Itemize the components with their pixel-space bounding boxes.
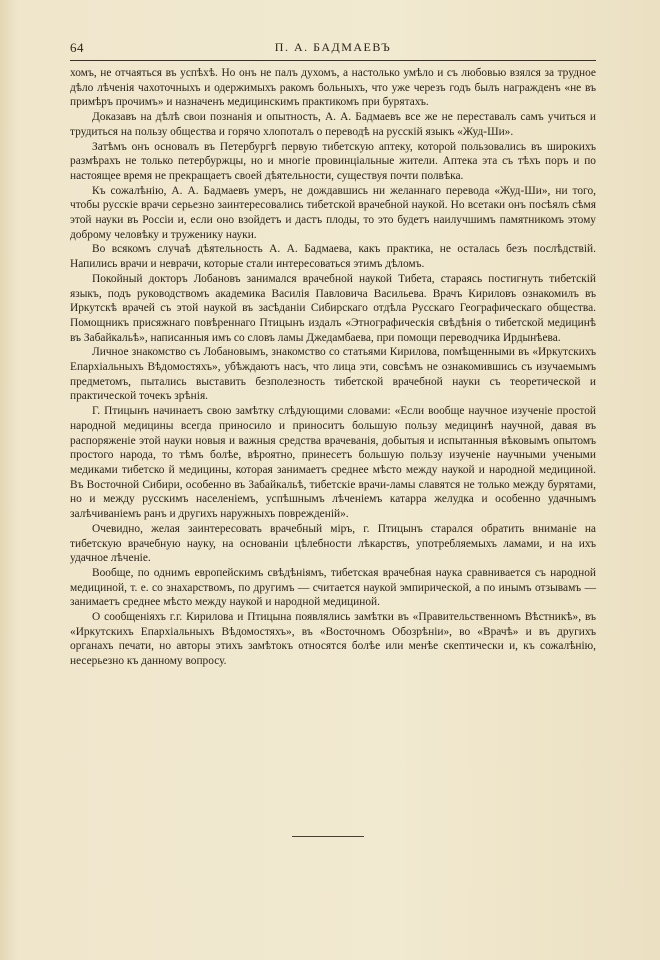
paragraph: Очевидно, желая заинтересовать врачебный міръ, г. Птицынъ старался обратить вниманіе на тибетскую врачебную науку, на основаніи цѣлебности лѣкарствъ, употребляемыхъ ламами, и на ихъ удачное лѣченіе. (70, 522, 596, 565)
paragraph: Во всякомъ случаѣ дѣятельность А. А. Бадмаева, какъ практика, не осталась безъ послѣдствій. Напились врачи и неврачи, которые стали интересоваться этимъ дѣломъ. (70, 243, 596, 271)
paragraph: Доказавъ на дѣлѣ свои познанія и опытность, А. А. Бадмаевъ все же не переставалъ самъ учиться и трудиться на пользу общества и горячо хлопоталъ о переводѣ на русскій языкъ «Жуд-Ши». (70, 111, 596, 138)
paragraph: О сообщеніяхъ г.г. Кирилова и Птицына появлялись замѣтки въ «Правительственномъ Вѣстникѣ», въ «Иркутскихъ Епархіальныхъ Вѣдомостяхъ», въ «Восточномъ Обозрѣніи», во «Врачѣ» и въ другихъ органахъ печати, но авторы этихъ замѣтокъ относятся болѣе или менѣе скептически и, къ сожалѣнію, несерьезно къ данному вопросу. (70, 611, 596, 668)
paragraph: Затѣмъ онъ основалъ въ Петербургѣ первую тибетскую аптеку, которой пользовались въ широкихъ размѣрахъ не только петербуржцы, но и многіе провинціальные жители. Аптека эта съ тѣхъ поръ и по настоящее время не прекращаетъ своей дѣятельности, существуя почти полвѣка. (70, 140, 596, 182)
paragraph: Г. Птицынъ начинаетъ свою замѣтку слѣдующими словами: «Если вообще научное изученіе простой народной медицины всегда приносило и приноситъ большую пользу медицинѣ научной, давая въ распоряженіе этой науки новыя и важныя средства врачеванія, добытыя и испытанныя вѣковымъ опытомъ простого народа, то тѣмъ болѣе, вѣроятно, принесетъ большую пользу изученіе научными учеными медиками тибетско й медицины, которая занимаетъ среднее мѣсто между наукой и народной медициной. Въ Восточной Сибири, особенно въ Забайкальѣ, тибетскіе врачи-ламы славятся не только между бурятами, но и между русскимъ населеніемъ, успѣшнымъ лѣченіемъ катарра желудка и особенно удачнымъ залѣчиваніемъ ранъ и другихъ наружныхъ поврежденій». (70, 405, 596, 521)
body-text (70, 66, 596, 669)
running-title: П. А. БАДМАЕВЪ (274, 40, 392, 54)
paragraph: Вообще, по однимъ европейскимъ свѣдѣніямъ, тибетская врачебная наука сравнивается съ народной медициной, т. е. со знахарствомъ, по другимъ — считается наукой эмпирической, а по инымъ отзывамъ — занимаетъ среднее мѣсто между наукой и народной медициной. (70, 566, 596, 609)
paragraph: Личное знакомство съ Лобановымъ, знакомство со статьями Кирилова, помѣщенными въ «Иркутскихъ Епархіальныхъ Вѣдомостяхъ», убѣждаютъ насъ, что лица эти, совсѣмъ не ознакомившись съ изучаемымъ предметомъ, пытались выставить безполезность тибетской врачебной науки съ теоретической и практической точекъ зрѣнія. (70, 346, 596, 403)
paragraph: Къ сожалѣнію, А. А. Бадмаевъ умеръ, не дождавшись ни желаннаго перевода «Жуд-Ши», ни того, чтобы русскіе врачи серьезно заинтересовались тибетской врачебной наукой. Но всетаки онъ посѣялъ сѣмя этой науки въ Россіи и, если оно взойдетъ и дастъ плоды, то это будетъ наилучшимъ памятникомъ этому доброму человѣку и труженику науки. (70, 184, 596, 241)
paragraph: Покойный докторъ Лобановъ занимался врачебной наукой Тибета, стараясь постигнуть тибетскій языкъ, подъ руководствомъ академика Василія Павловича Васильева. Врачъ Кириловъ ознакомилъ въ Иркутскѣ врачей съ этой наукой въ засѣданіи Сибирскаго отдѣла Русскаго Географическаго общества. Помощникъ присяжнаго повѣреннаго Птицынъ издалъ «Этнографическія свѣдѣнія о тибетской медицинѣ въ Забайкальѣ», написанныя имъ со словъ ламы Джедамбаева, при помощи переводчика Ирдынѣева. (70, 272, 596, 344)
page-number: 64 (70, 40, 84, 55)
page-header (70, 40, 596, 61)
end-divider (292, 836, 364, 837)
paragraph: хомъ, не отчаяться въ успѣхѣ. Но онъ не палъ духомъ, а настолько умѣло и съ любовью взялся за трудное дѣло лѣченія чахоточныхъ и одержимыхъ ракомъ больныхъ, что уже черезъ годъ былъ награжденъ «не въ примѣръ прочимъ» и назначенъ медицинскимъ практикомъ при бурятахъ. (70, 67, 596, 109)
